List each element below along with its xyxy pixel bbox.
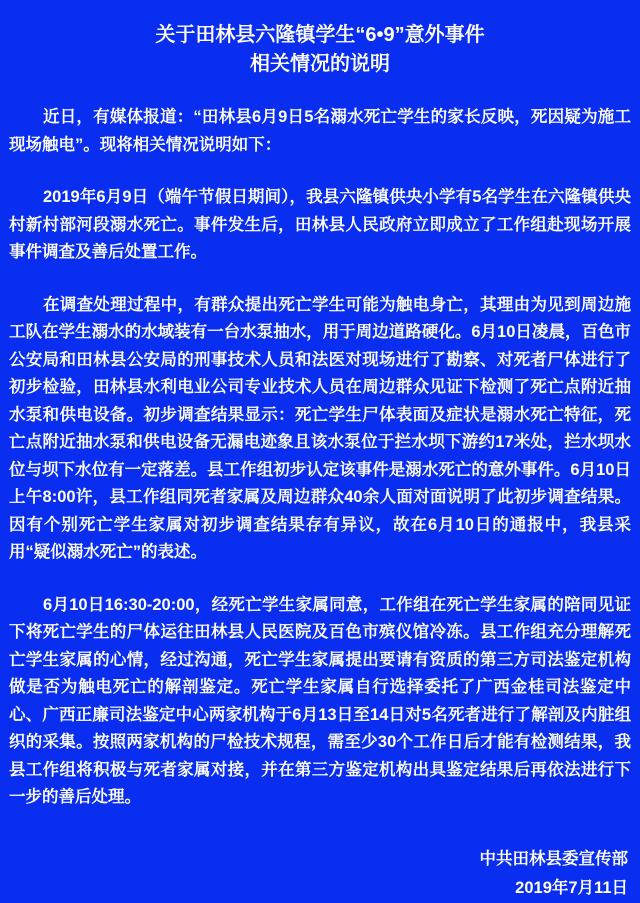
statement-paragraph-1: 近日，有媒体报道：“田林县6月9日5名溺水死亡学生的家长反映，死因疑为施工现场触电”。现将相关情况说明如下： (9, 108, 631, 154)
signature-organization: 中共田林县委宣传部 (479, 849, 628, 868)
statement-title-line-2: 相关情况的说明 (250, 53, 390, 75)
statement-paragraph-2: 2019年6月9日（端午节假日期间），我县六隆镇供央小学有5名学生在六隆镇供央村新村部河段溺水死亡。事件发生后，田林县人民政府立即成立了工作组赴现场开展事件调查及善后处置工作。 (9, 188, 631, 261)
statement-title (9, 21, 631, 79)
statement-paragraph-4: 6月10日16:30-20:00，经死亡学生家属同意，工作组在死亡学生家属的陪同见证下将死亡学生的尸体运往田林县人民医院及百色市殡仪馆冷冻。县工作组充分理解死亡学生家属的心情，经过沟通，死亡学生家属提出要请有资质的第三方司法鉴定机构做是否为触电死亡的解剖鉴定。死亡学生家属自行选择委托了广西金桂司法鉴定中心、广西正廉司法鉴定中心两家机构于6月13日至14日对5名死者进行了解剖及内脏组织的采集。按照两家机构的尸检技术规程，需至少30个工作日后才能有检测结果，我县工作组将积极与死者家属对接，并在第三方鉴定机构出具鉴定结果后再依法进行下一步的善后处理。 (9, 595, 631, 806)
statement-signature (9, 845, 631, 903)
signature-date: 2019年7月11日 (515, 878, 628, 897)
statement-title-line-1: 关于田林县六隆镇学生“6•9”意外事件 (155, 24, 485, 46)
statement-paragraph-3: 在调查处理过程中，有群众提出死亡学生可能为触电身亡，其理由为见到周边施工队在学生溺水的水域装有一台水泵抽水，用于周边道路硬化。6月10日凌晨，百色市公安局和田林县公安局的刑事技术人员和法医对现场进行了勘察、对死者尸体进行了初步检验，田林县水利电业公司专业技术人员在周边群众见证下检测了死亡点附近抽水泵和供电设备。初步调查结果显示：死亡学生尸体表面及症状是溺水死亡特征，死亡点附近抽水泵和供电设备无漏电迹象且该水泵位于拦水坝下游约17米处，拦水坝水位与坝下水位有一定落差。县工作组初步认定该事件是溺水死亡的意外事件。6月10日上午8:00许，县工作组同死者家属及周边群众40余人面对面说明了此初步调查结果。因有个别死亡学生家属对初步调查结果存有异议，故在6月10日的通报中，我县采用“疑似溺水死亡”的表述。 (9, 295, 631, 561)
